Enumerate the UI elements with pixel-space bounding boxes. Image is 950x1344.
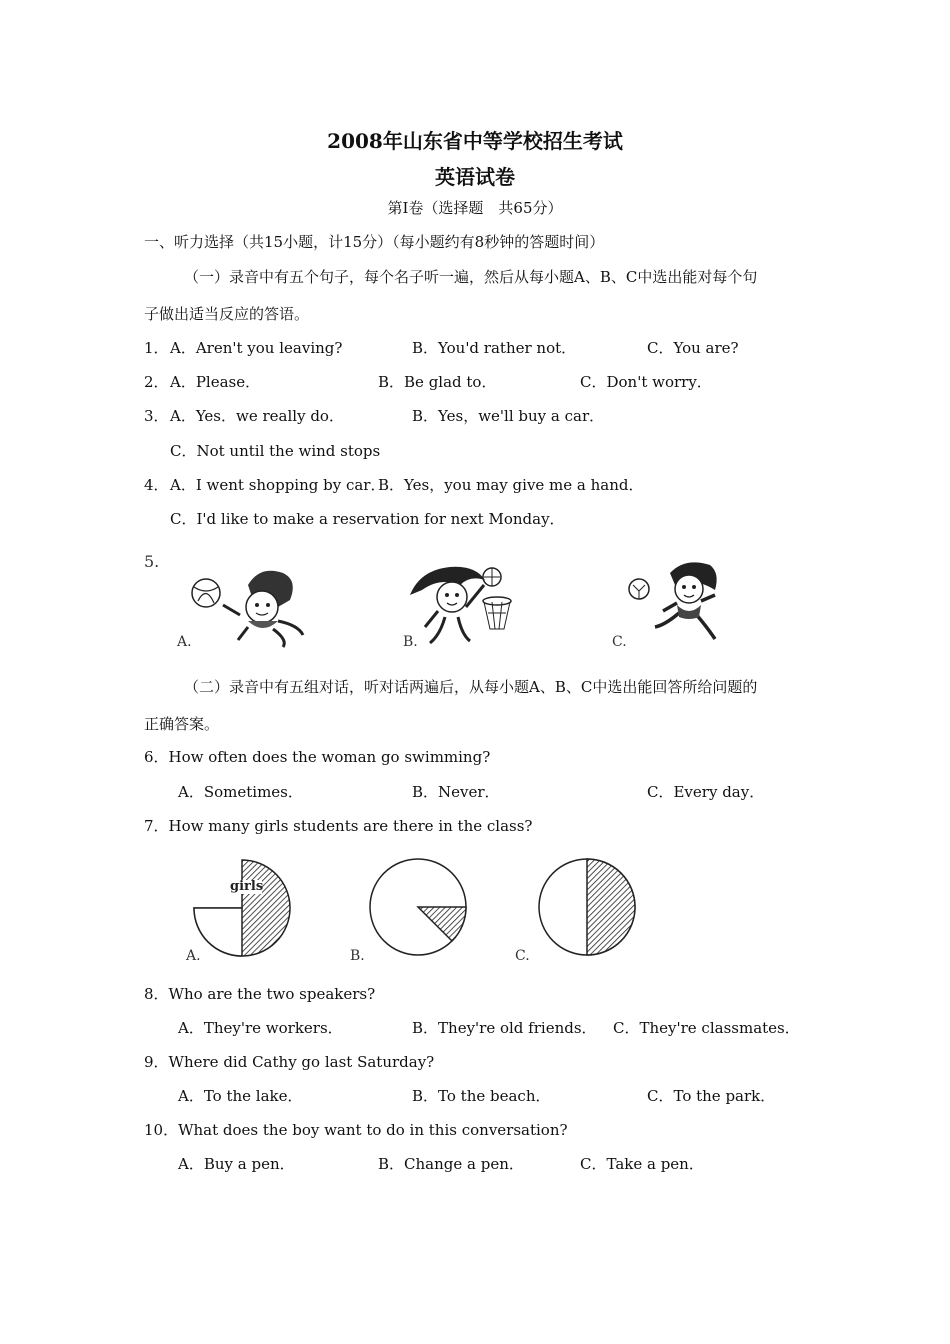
question-number: 3． [144,407,169,425]
pie-chart-b [370,859,466,955]
option-a: A．Aren't you leaving? [170,339,343,357]
question-number: 2． [144,373,169,391]
question-text: 10．What does the boy want to do in this conversation? [144,1121,568,1139]
part2-instruction: （二）录音中有五组对话，听对话两遍后，从每小题A、B、C中选出能回答所给问题的 [184,678,758,696]
option-c: C．Take a pen． [580,1155,704,1173]
option-a-label: A. [177,634,192,650]
pie-chart-c [539,859,635,955]
girls-label: girls [230,879,264,894]
option-c: C．They're classmates． [613,1019,800,1037]
section-heading: 一、听力选择（共15小题，计15分）（每小题约有8秒钟的答题时间） [144,233,605,251]
option-a: A．Buy a pen． [178,1155,295,1173]
option-a: A．They're workers． [178,1019,343,1037]
option-c-label: C. [515,948,530,964]
volume-heading: 第Ⅰ卷（选择题 共65分） [387,199,563,217]
option-a: A．To the lake． [178,1087,303,1105]
pie-chart-a [194,860,290,956]
option-b: B．Be glad to． [378,373,497,391]
option-b: B．To the beach． [412,1087,551,1105]
pie-slice-other [194,908,242,956]
part1-instruction: （一）录音中有五个句子，每个名子听一遍，然后从每小题A、B、C中选出能对每个句 [184,268,758,286]
page-title: 2008年山东省中等学校招生考试 [327,129,623,153]
question-number: 1． [144,339,169,357]
option-c: C．Not until the wind stops [170,442,381,460]
part2-instruction-cont: 正确答案。 [144,715,220,733]
option-c-label: C. [612,634,627,650]
option-a: A．I went shopping by car． [170,476,386,494]
option-c: C．You are? [647,339,739,357]
question-text: 9．Where did Cathy go last Saturday? [144,1053,435,1071]
question-text: 8．Who are the two speakers? [144,985,376,1003]
option-b: B．Change a pen． [378,1155,524,1173]
option-b: B．You'd rather not． [412,339,577,357]
question-number: 5. [144,552,160,571]
part1-instruction-cont: 子做出适当反应的答语。 [144,305,310,323]
question-text: 6．How often does the woman go swimming? [144,748,491,766]
option-a: A．Sometimes． [178,783,303,801]
option-b-label: B. [403,634,418,650]
option-b: B．Yes，you may give me a hand． [378,476,644,494]
option-a: A．Yes．we really do． [170,407,344,425]
option-b-label: B. [350,948,365,964]
option-a: A．Please． [170,373,261,391]
option-c: C．Every day． [647,783,765,801]
pie-slice-girls [587,859,635,955]
question-text: 7．How many girls students are there in the class? [144,817,533,835]
question-number: 4． [144,476,169,494]
option-b: B．Never． [412,783,500,801]
option-c: C．To the park． [647,1087,776,1105]
option-b: B．Yes，we'll buy a car． [412,407,605,425]
option-c: C．Don't worry． [580,373,712,391]
option-c: C．I'd like to make a reservation for next Monday． [170,510,565,528]
option-a-label: A. [186,948,201,964]
option-b: B．They're old friends． [412,1019,597,1037]
page-subtitle: 英语试卷 [435,165,515,189]
